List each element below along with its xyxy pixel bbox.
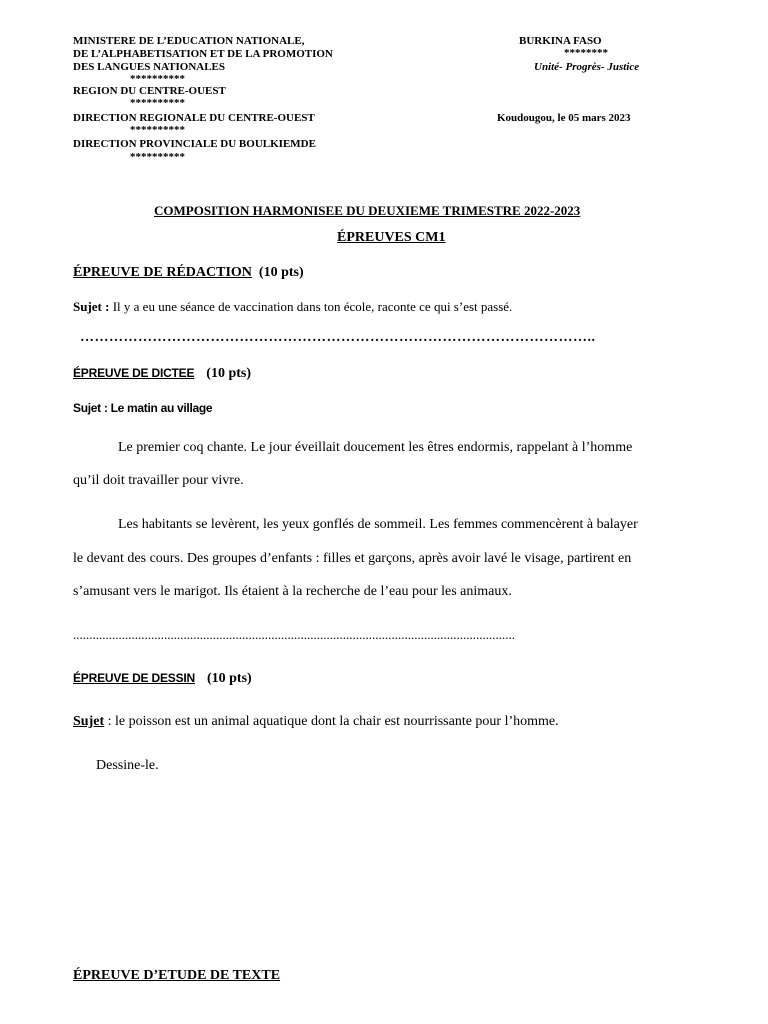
regional-direction-line: DIRECTION REGIONALE DU CENTRE-OUEST xyxy=(73,112,315,124)
national-motto: Unité- Progrès- Justice xyxy=(534,61,640,73)
redaction-points: (10 pts) xyxy=(258,265,304,280)
ministry-line-1: MINISTERE DE L’EDUCATION NATIONALE, xyxy=(73,35,305,47)
dessin-heading-row xyxy=(73,669,252,687)
redaction-heading: ÉPREUVE DE RÉDACTION xyxy=(73,265,252,280)
dictee-dotted-line: ........................................................................................................................................ xyxy=(73,627,515,642)
etude-heading-row xyxy=(73,968,280,984)
dessin-sujet-label: Sujet xyxy=(73,714,105,729)
dictee-paragraph-1-line-1: Le premier coq chante. Le jour éveillait doucement les êtres endormis, rappelant à l’homme xyxy=(118,440,633,455)
provincial-direction-line: DIRECTION PROVINCIALE DU BOULKIEMDE xyxy=(73,138,316,150)
dictee-paragraph-1-line-2: qu’il doit travailler pour vivre. xyxy=(73,473,244,488)
redaction-heading-row xyxy=(73,265,304,281)
document-title: COMPOSITION HARMONISEE DU DEUXIEME TRIMESTRE 2022-2023 xyxy=(154,203,581,218)
dictee-points: (10 pts) xyxy=(206,366,252,381)
redaction-sujet-label: Sujet : xyxy=(73,299,110,314)
separator-4: ********** xyxy=(130,151,185,163)
dessin-sujet xyxy=(73,714,559,730)
redaction-sujet-text: Il y a eu une séance de vaccination dans ton école, raconte ce qui s’est passé. xyxy=(109,299,513,314)
dictee-paragraph-2-line-3: s’amusant vers le marigot. Ils étaient à la recherche de l’eau pour les animaux. xyxy=(73,584,512,599)
place-and-date: Koudougou, le 05 mars 2023 xyxy=(497,112,631,124)
region-line: REGION DU CENTRE-OUEST xyxy=(73,85,226,97)
dictee-paragraph-2-line-2: le devant des cours. Des groupes d’enfants : filles et garçons, après avoir lavé le visage, partirent en xyxy=(73,551,632,566)
dictee-paragraph-2-line-1: Les habitants se levèrent, les yeux gonflés de sommeil. Les femmes commencèrent à balayer xyxy=(118,517,638,532)
dessin-heading: ÉPREUVE DE DESSIN xyxy=(73,671,195,685)
separator-2: ********** xyxy=(130,97,185,109)
redaction-dotted-line: …………………………………………………………………………………………….. xyxy=(80,330,596,345)
country-separator: ******** xyxy=(564,47,608,59)
country-name: BURKINA FASO xyxy=(519,35,602,47)
etude-heading: ÉPREUVE D’ETUDE DE TEXTE xyxy=(73,968,281,983)
dictee-sujet: Sujet : Le matin au village xyxy=(73,401,213,415)
dessin-points: (10 pts) xyxy=(206,671,252,686)
separator-3: ********** xyxy=(130,124,185,136)
separator-1: ********** xyxy=(130,73,185,85)
redaction-sujet xyxy=(73,299,512,315)
dictee-heading: ÉPREUVE DE DICTEE xyxy=(73,366,195,380)
dictee-heading-row xyxy=(73,364,251,382)
ministry-line-2: DE L’ALPHABETISATION ET DE LA PROMOTION xyxy=(73,48,333,60)
document-subtitle: ÉPREUVES CM1 xyxy=(337,230,446,245)
dessin-sujet-text: : le poisson est un animal aquatique dont la chair est nourrissante pour l’homme. xyxy=(104,714,559,729)
ministry-line-3: DES LANGUES NATIONALES xyxy=(73,61,226,73)
dessin-instruction: Dessine-le. xyxy=(96,758,159,773)
